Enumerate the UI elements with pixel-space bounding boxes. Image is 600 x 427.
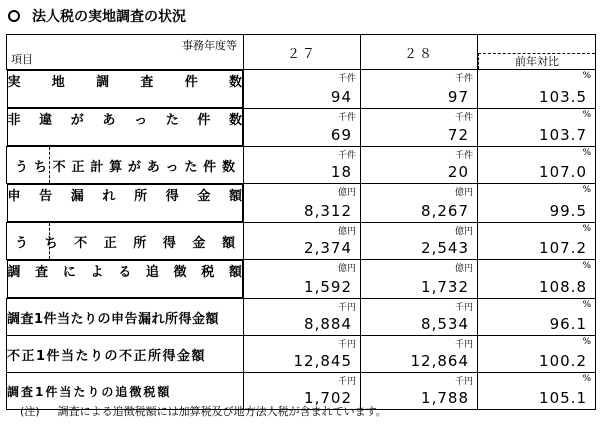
- label-char: が: [127, 159, 141, 175]
- year-header-label: 事務年度等: [182, 39, 237, 52]
- ratio-number: 103.7: [539, 126, 587, 144]
- label-char: 実: [7, 75, 21, 90]
- label-char: 追: [145, 265, 159, 280]
- label-char: 額: [228, 265, 242, 280]
- label-char: あ: [102, 113, 116, 128]
- unit-label: 千円: [337, 377, 356, 387]
- unit-label: %: [582, 374, 591, 384]
- title-text: 法人税の実地調査の状況: [32, 9, 186, 25]
- value-cell: [361, 184, 478, 223]
- unit-label: 億円: [337, 227, 356, 237]
- label-char: 正: [103, 235, 117, 251]
- label-char: た: [184, 159, 198, 175]
- table-row: [7, 108, 596, 147]
- row-label: [7, 147, 244, 184]
- circle-bullet-icon: [8, 10, 20, 22]
- unit-label: 億円: [454, 264, 473, 274]
- ratio-number: 100.2: [539, 352, 587, 370]
- label-char: 税: [201, 265, 215, 280]
- ratio-header-cell: [478, 35, 596, 70]
- ratio-cell: [478, 147, 596, 184]
- value-cell: [361, 223, 478, 260]
- label-char: 査: [140, 75, 154, 90]
- ratio-number: 103.5: [539, 87, 587, 106]
- unit-label: 千円: [454, 377, 473, 387]
- label-char: っ: [134, 113, 148, 128]
- value-number: 8,267: [421, 202, 469, 220]
- unit-label: 千件: [454, 151, 473, 161]
- table-row: [7, 70, 596, 109]
- row-label: 調査1件当たりの申告漏れ所得金額: [7, 299, 244, 336]
- ratio-header-label: 前年対比: [478, 53, 595, 69]
- ratio-number: 99.5: [549, 202, 587, 220]
- spaced-label: [7, 232, 243, 251]
- ratio-cell: [478, 373, 596, 410]
- row-label: 不正1件当たりの不正所得金額: [7, 336, 244, 373]
- label-char: 件: [203, 159, 217, 175]
- label-char: 正: [71, 159, 85, 175]
- ratio-cell: [478, 184, 596, 223]
- label-char: 額: [228, 189, 242, 204]
- row-label: [7, 223, 244, 260]
- unit-label: 千円: [454, 340, 473, 350]
- value-cell: [244, 147, 361, 184]
- value-cell: [244, 223, 361, 260]
- year-header-28: ２８: [361, 35, 478, 70]
- item-header-label: 項目: [11, 53, 33, 66]
- label-char: 金: [197, 189, 211, 204]
- value-cell: [361, 108, 478, 147]
- label-char: 数: [221, 159, 235, 175]
- ratio-number: 107.2: [539, 239, 587, 257]
- value-number: 12,845: [293, 352, 352, 370]
- value-number: 12,864: [410, 352, 469, 370]
- label-char: 調: [96, 75, 110, 90]
- label-char: ち: [44, 235, 58, 251]
- value-number: 69: [330, 126, 352, 144]
- label-char: 算: [109, 159, 123, 175]
- unit-label: %: [582, 71, 591, 81]
- row-label: [7, 70, 244, 108]
- label-char: に: [62, 265, 76, 280]
- unit-label: %: [582, 224, 591, 234]
- unit-label: 千件: [337, 151, 356, 161]
- value-cell: [244, 70, 361, 109]
- value-cell: [361, 336, 478, 373]
- unit-label: 億円: [454, 188, 473, 198]
- label-char: る: [118, 265, 132, 280]
- value-cell: [361, 299, 478, 336]
- label-char: 得: [165, 189, 179, 204]
- row-label: [7, 184, 244, 222]
- unit-label: 千件: [454, 74, 473, 84]
- value-number: 20: [447, 163, 469, 181]
- ratio-cell: [478, 108, 596, 147]
- label-char: っ: [165, 159, 179, 175]
- value-number: 1,592: [304, 278, 352, 296]
- year-header-27: ２７: [244, 35, 361, 70]
- ratio-cell: [478, 223, 596, 260]
- label-char: 漏: [70, 189, 84, 204]
- value-number: 8,534: [421, 315, 469, 333]
- value-number: 1,732: [421, 278, 469, 296]
- label-char: 得: [162, 235, 176, 251]
- label-char: 数: [228, 113, 242, 128]
- unit-label: 億円: [337, 188, 356, 198]
- ratio-cell: [478, 70, 596, 109]
- value-cell: [244, 260, 361, 299]
- label-char: 査: [35, 265, 49, 280]
- ratio-cell: [478, 260, 596, 299]
- unit-label: %: [582, 261, 591, 271]
- table-row: [7, 223, 596, 260]
- label-char: 計: [90, 159, 104, 175]
- label-char: 調: [7, 265, 21, 280]
- table-row: [7, 299, 596, 336]
- label-char: よ: [90, 265, 104, 280]
- unit-label: %: [582, 337, 591, 347]
- unit-label: %: [582, 148, 591, 158]
- value-number: 8,884: [304, 315, 352, 333]
- ratio-number: 96.1: [549, 315, 587, 333]
- label-char: 告: [39, 189, 53, 204]
- footnote-text: 調査による追徴税額には加算税及び地方法人税が含まれています。: [57, 405, 387, 418]
- unit-label: 億円: [454, 227, 473, 237]
- value-number: 1,788: [421, 389, 469, 407]
- label-char: あ: [146, 159, 160, 175]
- value-cell: [244, 299, 361, 336]
- label-char: 件: [197, 113, 211, 128]
- ratio-number: 107.0: [539, 163, 587, 181]
- row-label: [7, 108, 244, 146]
- label-char: れ: [102, 189, 116, 204]
- spaced-label: [7, 156, 243, 175]
- value-number: 97: [447, 87, 469, 106]
- label-char: 違: [39, 113, 53, 128]
- value-number: 18: [330, 163, 352, 181]
- value-cell: [361, 70, 478, 109]
- footnote-marker: (注): [20, 405, 40, 418]
- value-cell: [244, 336, 361, 373]
- label-char: う: [15, 159, 29, 175]
- label-char: 不: [52, 159, 66, 175]
- unit-label: %: [582, 300, 591, 310]
- table-row: [7, 336, 596, 373]
- label-char: 地: [51, 75, 65, 90]
- value-number: 1,702: [304, 389, 352, 407]
- unit-label: 千円: [337, 340, 356, 350]
- unit-label: 千円: [337, 303, 356, 313]
- value-number: 94: [330, 87, 352, 106]
- value-number: 72: [447, 126, 469, 144]
- ratio-number: 108.8: [539, 278, 587, 296]
- value-number: 2,374: [304, 239, 352, 257]
- label-char: 件: [184, 75, 198, 90]
- unit-label: 千件: [337, 112, 356, 123]
- ratio-cell: [478, 336, 596, 373]
- value-cell: [361, 260, 478, 299]
- value-cell: [244, 108, 361, 147]
- ratio-cell: [478, 299, 596, 336]
- label-char: た: [165, 113, 179, 128]
- label-char: 額: [221, 235, 235, 251]
- label-char: 所: [134, 189, 148, 204]
- label-char: う: [15, 235, 29, 251]
- label-char: ち: [33, 159, 47, 175]
- row-label: [7, 260, 244, 298]
- label-char: 所: [133, 235, 147, 251]
- table-row: [7, 260, 596, 299]
- label-char: 金: [192, 235, 206, 251]
- table-row: [7, 147, 596, 184]
- unit-label: %: [582, 109, 591, 120]
- unit-label: 千件: [337, 74, 356, 84]
- header-row: [7, 35, 596, 70]
- label-char: 徴: [173, 265, 187, 280]
- unit-label: 千件: [454, 112, 473, 123]
- value-number: 8,312: [304, 202, 352, 220]
- page-title: [8, 4, 186, 28]
- ratio-number: 105.1: [539, 389, 587, 407]
- value-cell: [361, 147, 478, 184]
- tax-audit-table: [6, 34, 596, 410]
- unit-label: %: [582, 185, 591, 195]
- row-label: 調査1件当たりの追徴税額: [7, 373, 244, 410]
- unit-label: 億円: [337, 264, 356, 274]
- value-number: 2,543: [421, 239, 469, 257]
- footnote: [20, 403, 387, 419]
- value-cell: [244, 184, 361, 223]
- label-char: が: [70, 113, 84, 128]
- label-char: 数: [228, 75, 242, 90]
- header-corner-cell: [7, 35, 244, 70]
- label-char: 非: [7, 113, 21, 128]
- label-char: 申: [7, 189, 21, 204]
- unit-label: 千円: [454, 303, 473, 313]
- table-row: [7, 184, 596, 223]
- label-char: 不: [74, 235, 88, 251]
